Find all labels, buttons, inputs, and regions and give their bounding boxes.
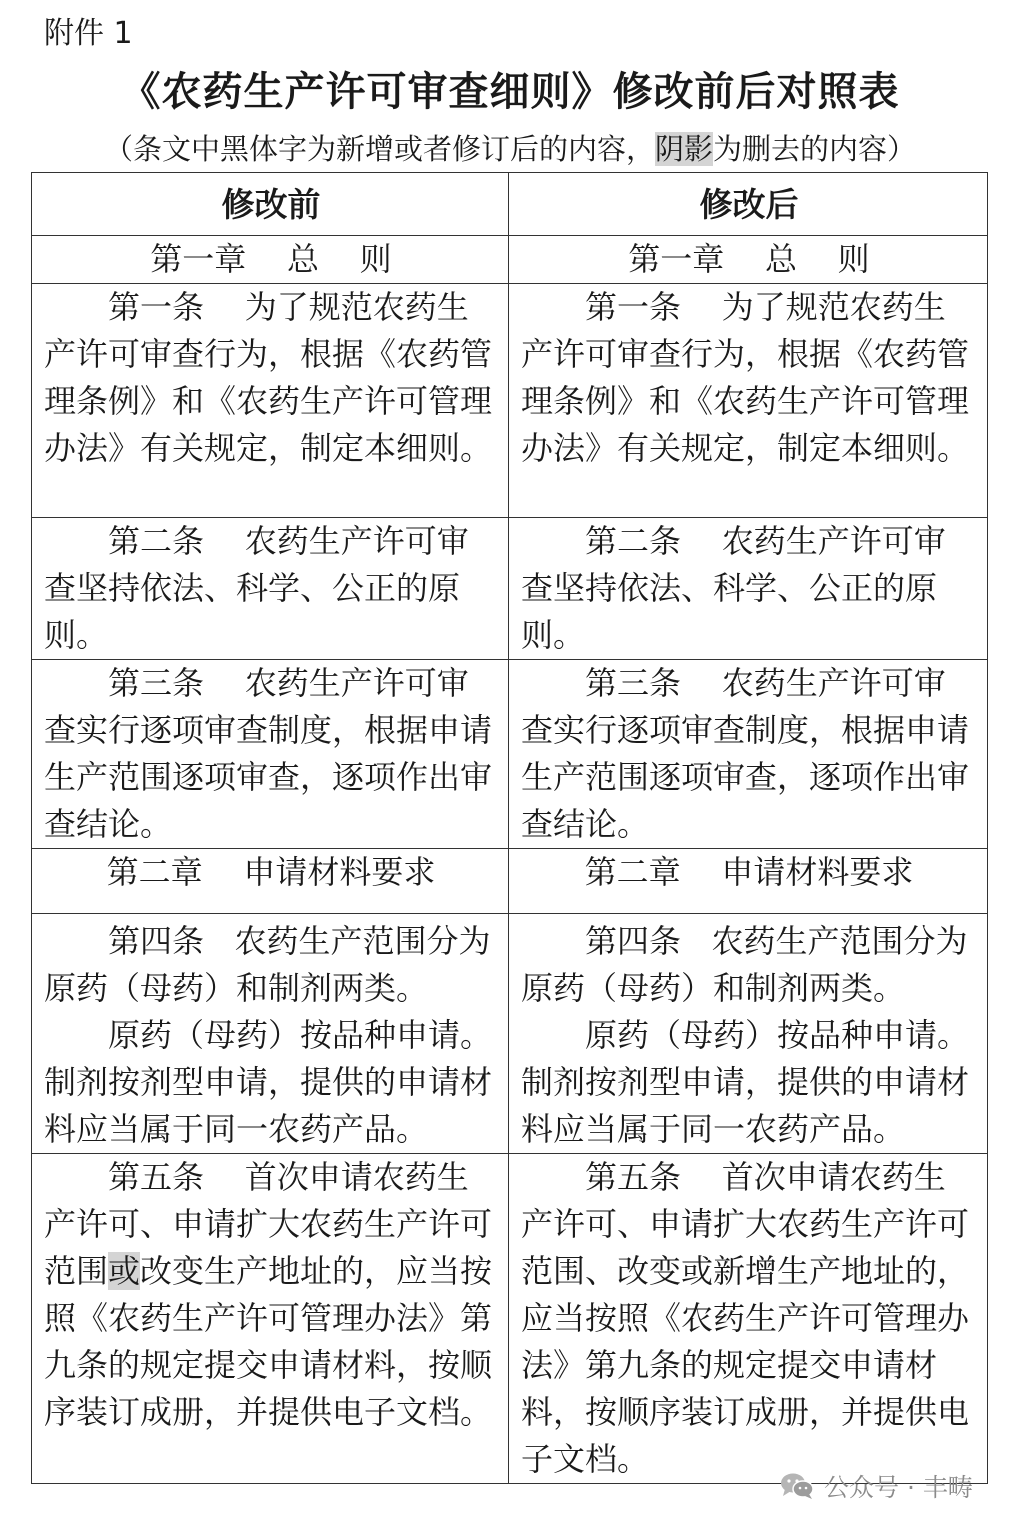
article-4-para-1-after: 第四条 农药生产范围分为原药（母药）和制剂两类。 bbox=[521, 922, 968, 1007]
article-1-after: 第一条 为了规范农药生产许可审查行为，根据《农药管理条例》和《农药生产许可管理办法》有关规定，制定本细则。 bbox=[521, 288, 970, 467]
header-row bbox=[32, 173, 988, 236]
note-text-before: （条文中黑体字为新增或者修订后的内容， bbox=[103, 132, 655, 166]
article-cell-after bbox=[509, 518, 988, 660]
article-1-before: 第一条 为了规范农药生产许可审查行为，根据《农药管理条例》和《农药生产许可管理办法》有关规定，制定本细则。 bbox=[44, 288, 493, 467]
article-5-before-text-a: 第五条 首次申请农药生产许可、申请扩大农药生产许可范围 bbox=[44, 1158, 493, 1290]
article-cell-before bbox=[32, 914, 509, 1154]
article-3-before: 第三条 农药生产许可审查实行逐项审查制度，根据申请生产范围逐项审查，逐项作出审查结论。 bbox=[44, 664, 493, 843]
article-cell-before bbox=[32, 518, 509, 660]
article-5-after: 第五条 首次申请农药生产许可、申请扩大农药生产许可范围、改变或新增生产地址的，应当按照《农药生产许可管理办法》第九条的规定提交申请材料，按顺序装订成册，并提供电子文档。 bbox=[521, 1158, 970, 1478]
column-header-before: 修改前 bbox=[32, 173, 509, 236]
article-row bbox=[32, 660, 988, 849]
article-row bbox=[32, 284, 988, 518]
article-cell-after bbox=[509, 1154, 988, 1484]
chapter-2-title-after: 第二章 申请材料要求 bbox=[584, 853, 914, 891]
article-row bbox=[32, 914, 988, 1154]
chapter-cell-after bbox=[509, 236, 988, 284]
article-cell-before bbox=[32, 284, 509, 518]
wechat-icon bbox=[780, 1472, 814, 1500]
article-4-para-2-after: 原药（母药）按品种申请。制剂按剂型申请，提供的申请材料应当属于同一农药产品。 bbox=[521, 1016, 970, 1148]
chapter-cell-before bbox=[32, 849, 509, 914]
chapter-cell-before bbox=[32, 236, 509, 284]
column-header-after: 修改后 bbox=[509, 173, 988, 236]
article-cell-after bbox=[509, 914, 988, 1154]
article-cell-after bbox=[509, 284, 988, 518]
article-4-para-1-before: 第四条 农药生产范围分为原药（母药）和制剂两类。 bbox=[44, 922, 491, 1007]
article-5-before-text-b: 改变生产地址的，应当按照《农药生产许可管理办法》第九条的规定提交申请材料，按顺序装订成册，并提供电子文档。 bbox=[44, 1252, 493, 1431]
chapter-1-title-after: 第一章 总 则 bbox=[628, 240, 870, 278]
document-title: 《农药生产许可审查细则》修改前后对照表 bbox=[120, 69, 900, 115]
chapter-row bbox=[32, 849, 988, 914]
note-text-after: 为删去的内容） bbox=[713, 132, 917, 166]
note-shaded-word: 阴影 bbox=[654, 132, 713, 166]
chapter-cell-after bbox=[509, 849, 988, 914]
article-4-para-2-before: 原药（母药）按品种申请。制剂按剂型申请，提供的申请材料应当属于同一农药产品。 bbox=[44, 1016, 493, 1148]
chapter-1-title-before: 第一章 总 则 bbox=[150, 240, 392, 278]
attachment-label: 附件 1 bbox=[44, 16, 133, 51]
article-3-after: 第三条 农药生产许可审查实行逐项审查制度，根据申请生产范围逐项审查，逐项作出审查结论。 bbox=[521, 664, 970, 843]
chapter-2-title-before: 第二章 申请材料要求 bbox=[106, 853, 436, 891]
chapter-row bbox=[32, 236, 988, 284]
article-row bbox=[32, 1154, 988, 1484]
watermark bbox=[780, 1466, 973, 1506]
comparison-table bbox=[31, 172, 988, 1484]
article-5-before bbox=[44, 1154, 498, 1436]
article-cell-after bbox=[509, 660, 988, 849]
article-2-before: 第二条 农药生产许可审查坚持依法、科学、公正的原则。 bbox=[44, 522, 469, 654]
article-cell-before bbox=[32, 1154, 509, 1484]
article-cell-before bbox=[32, 660, 509, 849]
legend-note bbox=[0, 128, 1020, 170]
watermark-text: 公众号 · 丰畴 bbox=[824, 1473, 973, 1502]
article-5-deleted-word: 或 bbox=[108, 1252, 141, 1290]
article-2-after: 第二条 农药生产许可审查坚持依法、科学、公正的原则。 bbox=[521, 522, 946, 654]
article-row bbox=[32, 518, 988, 660]
